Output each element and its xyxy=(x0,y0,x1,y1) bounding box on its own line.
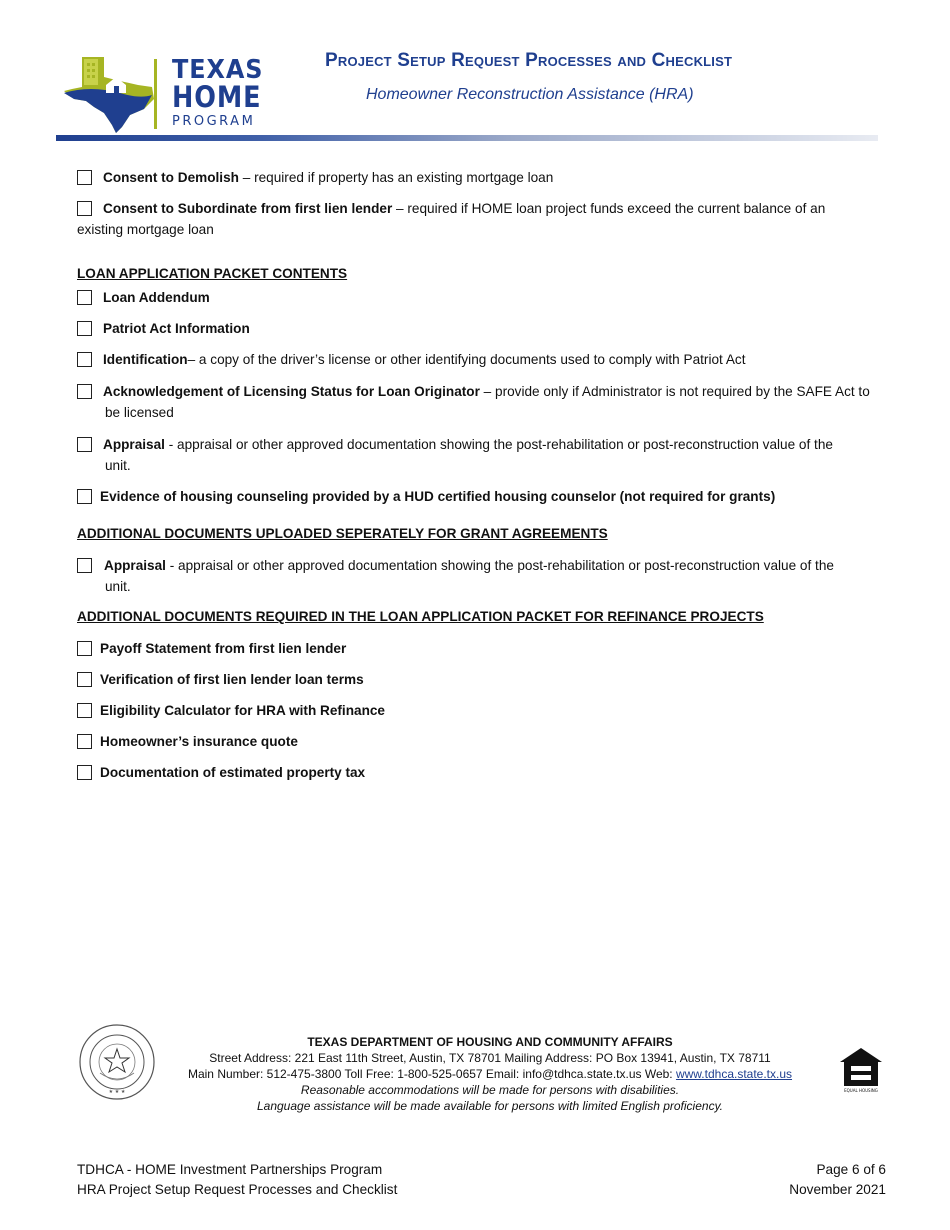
accommodation-note: Reasonable accommodations will be made for persons with disabilities. xyxy=(300,1083,680,1097)
item-text: - appraisal or other approved documentation showing the post-rehabilitation or post-reconstruction value of the xyxy=(164,437,833,452)
svg-text:EQUAL HOUSING: EQUAL HOUSING xyxy=(844,1088,878,1093)
item-title: Loan Addendum xyxy=(103,290,210,305)
item-title: Consent to Subordinate from first lien lender xyxy=(103,201,393,216)
agency-name: TEXAS DEPARTMENT OF HOUSING AND COMMUNITY AFFAIRS xyxy=(307,1035,673,1049)
item-title: Identification xyxy=(103,352,188,367)
svg-text:★ ★ ★: ★ ★ ★ xyxy=(108,1089,126,1095)
item-title: Consent to Demolish xyxy=(103,170,239,185)
agency-contact-line xyxy=(140,1066,840,1082)
list-item xyxy=(77,700,897,721)
item-title: Appraisal xyxy=(104,558,166,573)
logo-text-texas: TEXAS xyxy=(172,55,264,85)
agency-web-link[interactable]: www.tdhca.state.tx.us xyxy=(675,1067,793,1081)
list-item xyxy=(77,287,897,308)
checkbox[interactable] xyxy=(77,734,92,749)
checkbox[interactable] xyxy=(77,437,92,452)
footer-right xyxy=(789,1160,886,1200)
agency-contact: Main Number: 512-475-3800 Toll Free: 1-800-525-0657 Email: info@tdhca.state.tx.us Web: xyxy=(187,1067,676,1081)
checkbox[interactable] xyxy=(77,290,92,305)
logo-text-home: HOME xyxy=(172,80,262,114)
checkbox[interactable] xyxy=(77,170,92,185)
list-item xyxy=(77,381,897,423)
checkbox[interactable] xyxy=(77,558,92,573)
item-text: – provide only if Administrator is not required by the SAFE Act to xyxy=(479,384,870,399)
checkbox[interactable] xyxy=(77,489,92,504)
footer-left xyxy=(77,1160,397,1200)
item-text: - appraisal or other approved documentation showing the post-rehabilitation or post-reconstruction value of the xyxy=(165,558,834,573)
item-text-continued: be licensed xyxy=(105,405,174,420)
list-item xyxy=(77,762,897,783)
checkbox[interactable] xyxy=(77,641,92,656)
footer-program: TDHCA - HOME Investment Partnerships Program xyxy=(77,1162,383,1177)
item-title: Payoff Statement from first lien lender xyxy=(100,641,347,656)
list-item xyxy=(77,486,897,507)
item-text-continued: unit. xyxy=(105,458,131,473)
item-title: Evidence of housing counseling provided by a HUD certified housing counselor (not required for grants) xyxy=(100,489,776,504)
item-text: – a copy of the driver’s license or other identifying documents used to comply with Patriot Act xyxy=(187,352,746,367)
item-title: Appraisal xyxy=(103,437,165,452)
checkbox[interactable] xyxy=(77,384,92,399)
checkbox[interactable] xyxy=(77,703,92,718)
item-text: – required if property has an existing mortgage loan xyxy=(238,170,554,185)
page-title: Project Setup Request Processes and Checklist xyxy=(325,50,733,71)
agency-info xyxy=(140,1034,840,1114)
section-heading: ADDITIONAL DOCUMENTS UPLOADED SEPERATELY FOR GRANT AGREEMENTS xyxy=(77,526,608,541)
item-title: Acknowledgement of Licensing Status for Loan Originator xyxy=(103,384,480,399)
list-item xyxy=(77,349,897,370)
list-item xyxy=(77,638,897,659)
checkbox[interactable] xyxy=(77,672,92,687)
page-number: Page 6 of 6 xyxy=(816,1162,886,1177)
checkbox[interactable] xyxy=(77,765,92,780)
checkbox[interactable] xyxy=(77,201,92,216)
item-title: Eligibility Calculator for HRA with Refinance xyxy=(100,703,385,718)
logo-text-program: PROGRAM xyxy=(172,114,256,129)
equal-housing-opportunity-icon xyxy=(838,1046,884,1094)
list-item xyxy=(77,198,897,240)
item-text-continued: unit. xyxy=(105,579,131,594)
texas-map-icon xyxy=(60,55,170,133)
list-item xyxy=(77,555,897,597)
item-title: Patriot Act Information xyxy=(103,321,250,336)
list-item xyxy=(77,731,897,752)
document-date: November 2021 xyxy=(789,1182,886,1197)
list-item xyxy=(77,318,897,339)
list-item xyxy=(77,434,897,476)
item-title: Homeowner’s insurance quote xyxy=(100,734,298,749)
checkbox[interactable] xyxy=(77,321,92,336)
header-divider xyxy=(56,135,878,141)
page-subtitle: Homeowner Reconstruction Assistance (HRA) xyxy=(366,86,694,103)
item-text: – required if HOME loan project funds exceed the current balance of an xyxy=(392,201,826,216)
footer-doc-title: HRA Project Setup Request Processes and Checklist xyxy=(77,1182,398,1197)
item-title: Verification of first lien lender loan terms xyxy=(100,672,364,687)
agency-address: Street Address: 221 East 11th Street, Austin, TX 78701 Mailing Address: PO Box 13941, Austin, TX 78711 xyxy=(209,1051,771,1065)
item-text-continued: existing mortgage loan xyxy=(77,222,214,237)
list-item xyxy=(77,669,897,690)
checkbox[interactable] xyxy=(77,352,92,367)
section-heading: LOAN APPLICATION PACKET CONTENTS xyxy=(77,266,348,281)
list-item xyxy=(77,167,897,188)
language-note: Language assistance will be made available for persons with limited English proficiency. xyxy=(256,1099,724,1113)
texas-home-program-logo xyxy=(60,55,265,133)
section-heading: ADDITIONAL DOCUMENTS REQUIRED IN THE LOAN APPLICATION PACKET FOR REFINANCE PROJECTS xyxy=(77,609,764,624)
item-title: Documentation of estimated property tax xyxy=(100,765,366,780)
